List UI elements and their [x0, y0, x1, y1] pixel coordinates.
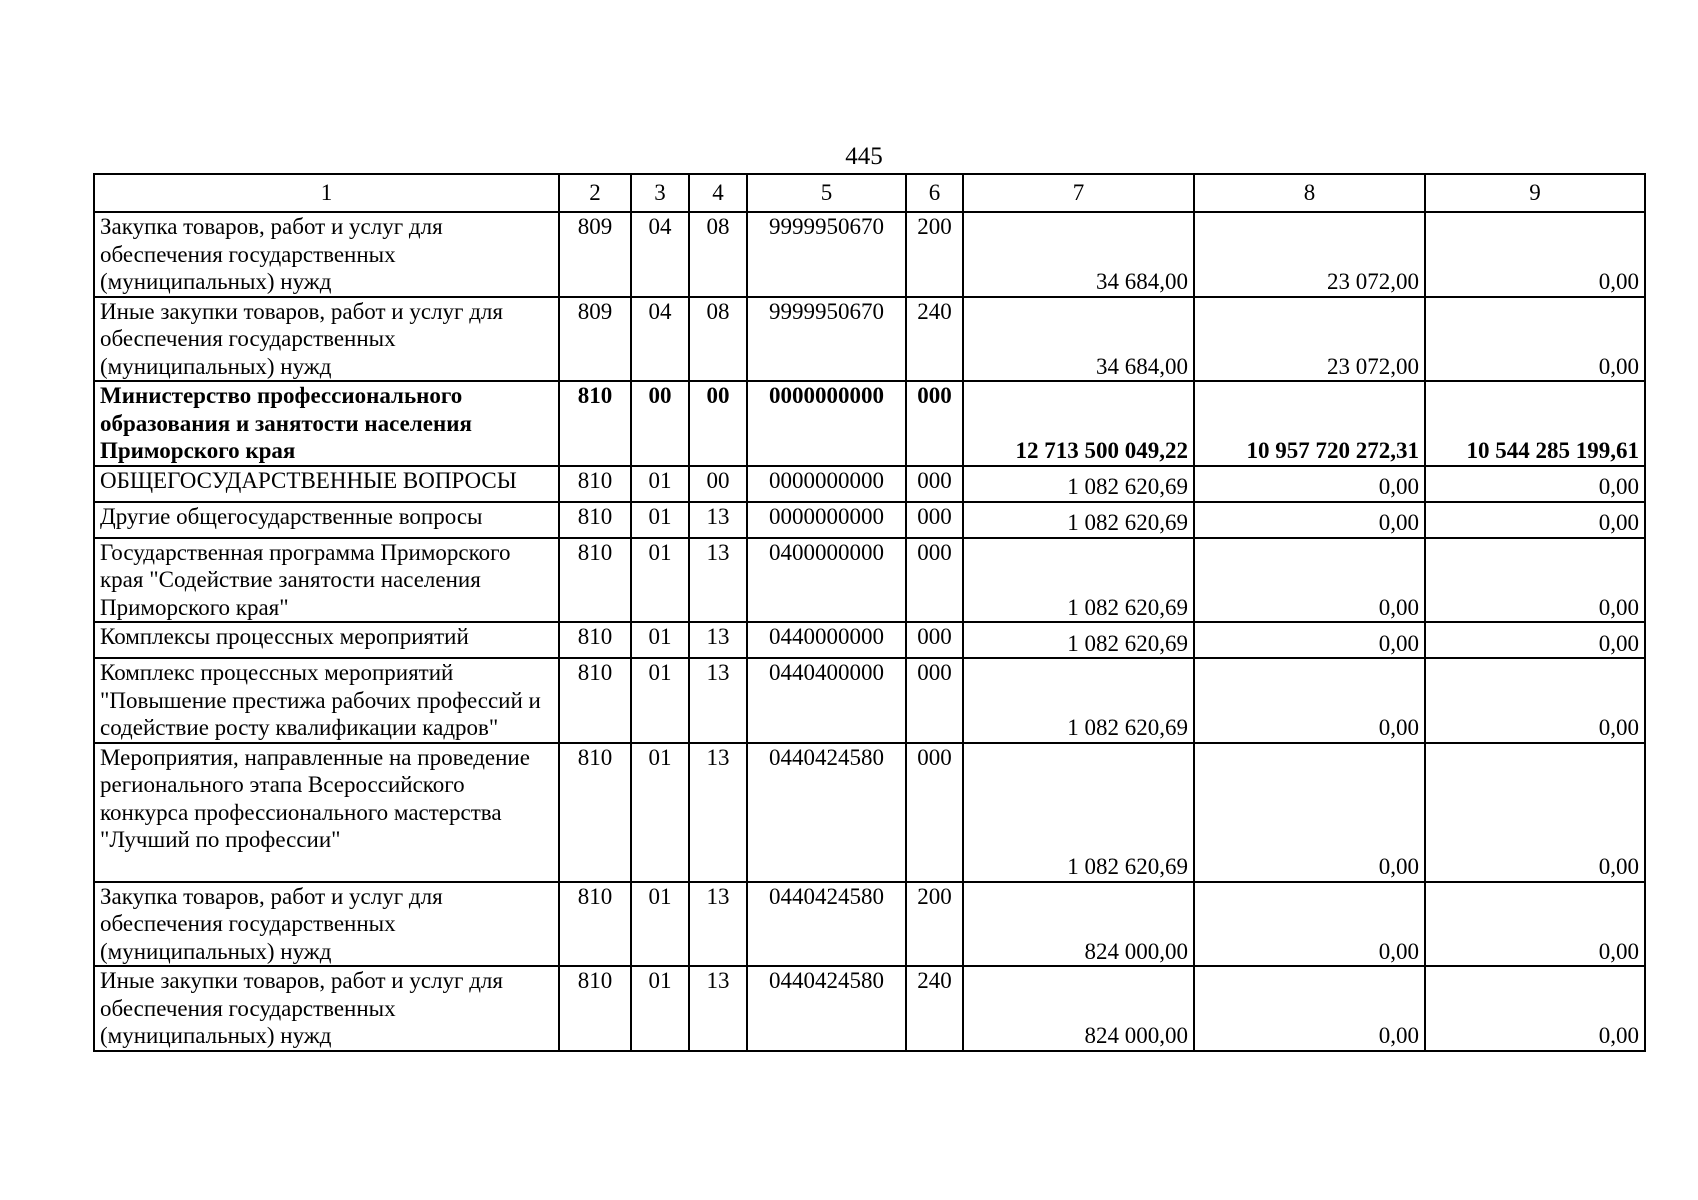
page-number: 445	[845, 143, 883, 170]
cell-code-5: 9999950670	[747, 297, 906, 382]
cell-code-4: 00	[689, 381, 747, 466]
cell-amount-7: 824 000,00	[963, 966, 1194, 1051]
cell-amount-7: 12 713 500 049,22	[963, 381, 1194, 466]
cell-amount-9: 10 544 285 199,61	[1425, 381, 1645, 466]
cell-code-3: 00	[631, 381, 689, 466]
cell-code-2: 810	[559, 466, 631, 502]
row-name: Комплексы процессных мероприятий	[94, 622, 559, 658]
row-name: Мероприятия, направленные на проведение регионального этапа Всероссийского конкурса профессионального мастерства "Лучший по профессии"	[94, 743, 559, 882]
cell-code-6: 000	[906, 622, 963, 658]
cell-code-3: 01	[631, 502, 689, 538]
column-header: 9	[1425, 174, 1645, 212]
table-row	[94, 502, 1645, 538]
cell-amount-9: 0,00	[1425, 502, 1645, 538]
table-row	[94, 466, 1645, 502]
column-header: 3	[631, 174, 689, 212]
table-row	[94, 658, 1645, 743]
cell-amount-7: 34 684,00	[963, 212, 1194, 297]
cell-amount-8: 0,00	[1194, 966, 1425, 1051]
cell-code-4: 13	[689, 622, 747, 658]
row-name: Иные закупки товаров, работ и услуг для обеспечения государственных (муниципальных) нужд	[94, 966, 559, 1051]
cell-amount-9: 0,00	[1425, 212, 1645, 297]
cell-code-3: 01	[631, 966, 689, 1051]
row-name: Закупка товаров, работ и услуг для обеспечения государственных (муниципальных) нужд	[94, 212, 559, 297]
cell-amount-9: 0,00	[1425, 297, 1645, 382]
cell-code-2: 810	[559, 381, 631, 466]
column-header: 5	[747, 174, 906, 212]
cell-code-2: 809	[559, 212, 631, 297]
cell-amount-8: 0,00	[1194, 658, 1425, 743]
cell-amount-7: 1 082 620,69	[963, 658, 1194, 743]
cell-code-5: 0000000000	[747, 466, 906, 502]
cell-amount-7: 824 000,00	[963, 882, 1194, 967]
cell-amount-8: 0,00	[1194, 743, 1425, 882]
cell-code-5: 0440424580	[747, 966, 906, 1051]
cell-code-4: 13	[689, 538, 747, 623]
cell-amount-7: 1 082 620,69	[963, 538, 1194, 623]
cell-code-3: 01	[631, 882, 689, 967]
cell-code-3: 04	[631, 297, 689, 382]
cell-code-3: 01	[631, 538, 689, 623]
cell-code-5: 0440424580	[747, 743, 906, 882]
row-name: Комплекс процессных мероприятий "Повышение престижа рабочих профессий и содействие росту квалификации кадров"	[94, 658, 559, 743]
cell-code-2: 810	[559, 538, 631, 623]
cell-amount-9: 0,00	[1425, 743, 1645, 882]
cell-code-5: 9999950670	[747, 212, 906, 297]
cell-amount-8: 0,00	[1194, 538, 1425, 623]
table-row	[94, 966, 1645, 1051]
cell-code-6: 200	[906, 212, 963, 297]
cell-code-5: 0440000000	[747, 622, 906, 658]
cell-amount-8: 0,00	[1194, 466, 1425, 502]
column-header: 4	[689, 174, 747, 212]
cell-code-4: 13	[689, 658, 747, 743]
cell-code-5: 0000000000	[747, 502, 906, 538]
row-name: Закупка товаров, работ и услуг для обеспечения государственных (муниципальных) нужд	[94, 882, 559, 967]
cell-amount-7: 1 082 620,69	[963, 743, 1194, 882]
table-row	[94, 538, 1645, 623]
cell-amount-9: 0,00	[1425, 966, 1645, 1051]
cell-code-2: 810	[559, 882, 631, 967]
row-name: Иные закупки товаров, работ и услуг для обеспечения государственных (муниципальных) нужд	[94, 297, 559, 382]
cell-amount-9: 0,00	[1425, 882, 1645, 967]
table-header-row	[94, 174, 1645, 212]
table-row	[94, 882, 1645, 967]
cell-amount-7: 1 082 620,69	[963, 622, 1194, 658]
cell-code-3: 01	[631, 622, 689, 658]
cell-code-6: 000	[906, 381, 963, 466]
cell-amount-7: 1 082 620,69	[963, 466, 1194, 502]
cell-amount-8: 0,00	[1194, 502, 1425, 538]
cell-code-4: 08	[689, 212, 747, 297]
row-name: ОБЩЕГОСУДАРСТВЕННЫЕ ВОПРОСЫ	[94, 466, 559, 502]
table-row	[94, 212, 1645, 297]
cell-code-6: 240	[906, 297, 963, 382]
cell-amount-9: 0,00	[1425, 622, 1645, 658]
row-name: Другие общегосударственные вопросы	[94, 502, 559, 538]
column-header: 1	[94, 174, 559, 212]
cell-code-5: 0400000000	[747, 538, 906, 623]
cell-code-2: 810	[559, 502, 631, 538]
cell-code-4: 13	[689, 882, 747, 967]
cell-code-6: 000	[906, 658, 963, 743]
cell-amount-9: 0,00	[1425, 658, 1645, 743]
cell-code-3: 01	[631, 743, 689, 882]
cell-code-4: 13	[689, 502, 747, 538]
cell-amount-8: 23 072,00	[1194, 297, 1425, 382]
cell-code-3: 04	[631, 212, 689, 297]
cell-code-2: 809	[559, 297, 631, 382]
cell-code-4: 13	[689, 966, 747, 1051]
cell-amount-8: 23 072,00	[1194, 212, 1425, 297]
cell-amount-9: 0,00	[1425, 538, 1645, 623]
table-row	[94, 743, 1645, 882]
table-row-ministry-total	[94, 381, 1645, 466]
cell-code-3: 01	[631, 466, 689, 502]
cell-code-6: 000	[906, 743, 963, 882]
cell-amount-7: 34 684,00	[963, 297, 1194, 382]
row-name: Государственная программа Приморского края "Содействие занятости населения Приморского края"	[94, 538, 559, 623]
cell-code-3: 01	[631, 658, 689, 743]
cell-code-4: 08	[689, 297, 747, 382]
cell-amount-8: 10 957 720 272,31	[1194, 381, 1425, 466]
column-header: 6	[906, 174, 963, 212]
cell-code-4: 00	[689, 466, 747, 502]
row-name: Министерство профессионального образования и занятости населения Приморского края	[94, 381, 559, 466]
table-row	[94, 622, 1645, 658]
budget-table	[93, 173, 1646, 1052]
cell-code-5: 0440424580	[747, 882, 906, 967]
cell-code-2: 810	[559, 622, 631, 658]
table-row	[94, 297, 1645, 382]
cell-amount-8: 0,00	[1194, 882, 1425, 967]
cell-amount-8: 0,00	[1194, 622, 1425, 658]
cell-code-2: 810	[559, 966, 631, 1051]
column-header: 2	[559, 174, 631, 212]
cell-code-6: 000	[906, 466, 963, 502]
cell-code-4: 13	[689, 743, 747, 882]
cell-code-2: 810	[559, 658, 631, 743]
column-header: 8	[1194, 174, 1425, 212]
cell-code-6: 000	[906, 502, 963, 538]
cell-code-5: 0000000000	[747, 381, 906, 466]
cell-amount-9: 0,00	[1425, 466, 1645, 502]
cell-code-6: 200	[906, 882, 963, 967]
cell-amount-7: 1 082 620,69	[963, 502, 1194, 538]
column-header: 7	[963, 174, 1194, 212]
cell-code-2: 810	[559, 743, 631, 882]
cell-code-6: 240	[906, 966, 963, 1051]
cell-code-6: 000	[906, 538, 963, 623]
cell-code-5: 0440400000	[747, 658, 906, 743]
